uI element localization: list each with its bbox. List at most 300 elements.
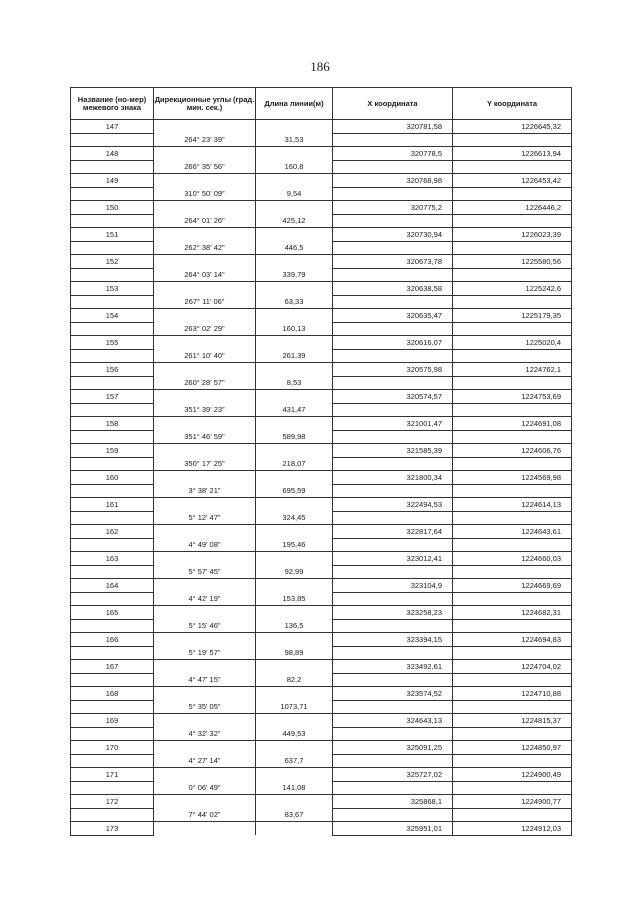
direction-angle-cell xyxy=(154,687,256,701)
mark-name-cell xyxy=(71,673,154,687)
x-coordinate-cell: 320768,98 xyxy=(333,174,453,188)
x-coordinate-cell: 325951,01 xyxy=(333,822,453,836)
mark-name-cell: 167 xyxy=(71,660,154,674)
table-row xyxy=(71,336,572,350)
header-direction-angle: Дирекционные углы (град. мин. сек.) xyxy=(154,88,256,120)
table-row xyxy=(71,147,572,161)
x-coordinate-cell xyxy=(333,646,453,660)
line-length-cell: 1073,71 xyxy=(256,700,333,714)
direction-angle-cell xyxy=(154,579,256,593)
direction-angle-cell: 5° 19' 57" xyxy=(154,646,256,660)
x-coordinate-cell: 321800,34 xyxy=(333,471,453,485)
table-row xyxy=(71,700,572,714)
line-length-cell xyxy=(256,795,333,809)
x-coordinate-cell: 323574,52 xyxy=(333,687,453,701)
line-length-cell: 160,13 xyxy=(256,322,333,336)
y-coordinate-cell: 1224643,61 xyxy=(453,525,572,539)
line-length-cell xyxy=(256,741,333,755)
direction-angle-cell xyxy=(154,552,256,566)
direction-angle-cell xyxy=(154,714,256,728)
line-length-cell: 31,53 xyxy=(256,133,333,147)
line-length-cell: 92,99 xyxy=(256,565,333,579)
table-row xyxy=(71,457,572,471)
table-row xyxy=(71,201,572,215)
table-row xyxy=(71,660,572,674)
mark-name-cell xyxy=(71,241,154,255)
mark-name-cell: 161 xyxy=(71,498,154,512)
mark-name-cell: 153 xyxy=(71,282,154,296)
x-coordinate-cell: 321585,39 xyxy=(333,444,453,458)
x-coordinate-cell xyxy=(333,781,453,795)
direction-angle-cell xyxy=(154,255,256,269)
x-coordinate-cell: 320673,78 xyxy=(333,255,453,269)
x-coordinate-cell: 325868,1 xyxy=(333,795,453,809)
mark-name-cell: 164 xyxy=(71,579,154,593)
mark-name-cell: 170 xyxy=(71,741,154,755)
x-coordinate-cell: 320781,58 xyxy=(333,120,453,134)
mark-name-cell: 156 xyxy=(71,363,154,377)
table-row xyxy=(71,822,572,836)
table-row xyxy=(71,795,572,809)
x-coordinate-cell: 321001,47 xyxy=(333,417,453,431)
x-coordinate-cell xyxy=(333,430,453,444)
mark-name-cell xyxy=(71,322,154,336)
mark-name-cell xyxy=(71,268,154,282)
table-row xyxy=(71,646,572,660)
line-length-cell xyxy=(256,120,333,134)
y-coordinate-cell xyxy=(453,565,572,579)
x-coordinate-cell xyxy=(333,241,453,255)
y-coordinate-cell: 1224900,49 xyxy=(453,768,572,782)
direction-angle-cell xyxy=(154,471,256,485)
y-coordinate-cell xyxy=(453,511,572,525)
direction-angle-cell: 5° 12' 47" xyxy=(154,511,256,525)
direction-angle-cell xyxy=(154,201,256,215)
direction-angle-cell: 5° 35' 05" xyxy=(154,700,256,714)
x-coordinate-cell xyxy=(333,376,453,390)
y-coordinate-cell: 1224614,13 xyxy=(453,498,572,512)
y-coordinate-cell: 1224569,98 xyxy=(453,471,572,485)
y-coordinate-cell xyxy=(453,160,572,174)
mark-name-cell xyxy=(71,214,154,228)
mark-name-cell xyxy=(71,565,154,579)
direction-angle-cell: 260° 28' 57" xyxy=(154,376,256,390)
y-coordinate-cell xyxy=(453,214,572,228)
line-length-cell xyxy=(256,687,333,701)
mark-name-cell xyxy=(71,133,154,147)
y-coordinate-cell: 1224900,77 xyxy=(453,795,572,809)
y-coordinate-cell xyxy=(453,241,572,255)
direction-angle-cell xyxy=(154,282,256,296)
y-coordinate-cell xyxy=(453,376,572,390)
direction-angle-cell: 4° 42' 19" xyxy=(154,592,256,606)
line-length-cell: 446,5 xyxy=(256,241,333,255)
x-coordinate-cell: 320730,94 xyxy=(333,228,453,242)
x-coordinate-cell: 320635,47 xyxy=(333,309,453,323)
mark-name-cell: 155 xyxy=(71,336,154,350)
table-row xyxy=(71,309,572,323)
x-coordinate-cell: 323492,61 xyxy=(333,660,453,674)
x-coordinate-cell: 325727,02 xyxy=(333,768,453,782)
line-length-cell: 82,2 xyxy=(256,673,333,687)
y-coordinate-cell xyxy=(453,808,572,822)
table-row xyxy=(71,376,572,390)
x-coordinate-cell: 320638,58 xyxy=(333,282,453,296)
y-coordinate-cell: 1225242,6 xyxy=(453,282,572,296)
mark-name-cell: 152 xyxy=(71,255,154,269)
mark-name-cell xyxy=(71,808,154,822)
table-row xyxy=(71,741,572,755)
mark-name-cell: 171 xyxy=(71,768,154,782)
table-row xyxy=(71,363,572,377)
line-length-cell xyxy=(256,471,333,485)
mark-name-cell: 157 xyxy=(71,390,154,404)
y-coordinate-cell xyxy=(453,349,572,363)
y-coordinate-cell xyxy=(453,754,572,768)
direction-angle-cell: 4° 27' 14" xyxy=(154,754,256,768)
x-coordinate-cell xyxy=(333,592,453,606)
y-coordinate-cell: 1226446,2 xyxy=(453,201,572,215)
table-row xyxy=(71,471,572,485)
table-row xyxy=(71,295,572,309)
mark-name-cell: 166 xyxy=(71,633,154,647)
line-length-cell xyxy=(256,606,333,620)
direction-angle-cell: 4° 32' 32" xyxy=(154,727,256,741)
direction-angle-cell: 3° 38' 21" xyxy=(154,484,256,498)
direction-angle-cell xyxy=(154,660,256,674)
x-coordinate-cell: 322817,64 xyxy=(333,525,453,539)
table-row xyxy=(71,268,572,282)
table-row xyxy=(71,241,572,255)
table-row xyxy=(71,606,572,620)
line-length-cell: 153,85 xyxy=(256,592,333,606)
x-coordinate-cell xyxy=(333,538,453,552)
y-coordinate-cell xyxy=(453,700,572,714)
line-length-cell xyxy=(256,525,333,539)
mark-name-cell xyxy=(71,646,154,660)
x-coordinate-cell xyxy=(333,808,453,822)
y-coordinate-cell: 1225179,35 xyxy=(453,309,572,323)
y-coordinate-cell: 1224762,1 xyxy=(453,363,572,377)
y-coordinate-cell: 1224815,37 xyxy=(453,714,572,728)
line-length-cell xyxy=(256,147,333,161)
table-row xyxy=(71,430,572,444)
line-length-cell xyxy=(256,498,333,512)
x-coordinate-cell xyxy=(333,187,453,201)
table-row xyxy=(71,282,572,296)
mark-name-cell: 149 xyxy=(71,174,154,188)
x-coordinate-cell: 323104,9 xyxy=(333,579,453,593)
x-coordinate-cell: 320775,2 xyxy=(333,201,453,215)
table-row xyxy=(71,579,572,593)
x-coordinate-cell xyxy=(333,673,453,687)
direction-angle-cell: 266° 35' 56" xyxy=(154,160,256,174)
direction-angle-cell: 310° 50' 09" xyxy=(154,187,256,201)
line-length-cell xyxy=(256,282,333,296)
direction-angle-cell: 7° 44' 02" xyxy=(154,808,256,822)
line-length-cell: 449,53 xyxy=(256,727,333,741)
y-coordinate-cell: 1224710,88 xyxy=(453,687,572,701)
direction-angle-cell xyxy=(154,444,256,458)
table-row xyxy=(71,349,572,363)
direction-angle-cell xyxy=(154,768,256,782)
table-row xyxy=(71,187,572,201)
x-coordinate-cell xyxy=(333,133,453,147)
y-coordinate-cell xyxy=(453,592,572,606)
header-y-coordinate: Y координата xyxy=(453,88,572,120)
x-coordinate-cell xyxy=(333,268,453,282)
mark-name-cell xyxy=(71,484,154,498)
line-length-cell: 141,08 xyxy=(256,781,333,795)
y-coordinate-cell xyxy=(453,727,572,741)
x-coordinate-cell: 320616,07 xyxy=(333,336,453,350)
header-line-length: Длина линии(м) xyxy=(256,88,333,120)
y-coordinate-cell: 1224606,76 xyxy=(453,444,572,458)
direction-angle-cell: 264° 01' 26" xyxy=(154,214,256,228)
line-length-cell: 695,59 xyxy=(256,484,333,498)
direction-angle-cell xyxy=(154,633,256,647)
direction-angle-cell: 262° 38' 42" xyxy=(154,241,256,255)
x-coordinate-cell xyxy=(333,511,453,525)
table-row xyxy=(71,714,572,728)
mark-name-cell: 172 xyxy=(71,795,154,809)
line-length-cell xyxy=(256,768,333,782)
mark-name-cell: 165 xyxy=(71,606,154,620)
line-length-cell xyxy=(256,660,333,674)
y-coordinate-cell: 1226453,42 xyxy=(453,174,572,188)
mark-name-cell: 169 xyxy=(71,714,154,728)
x-coordinate-cell xyxy=(333,565,453,579)
mark-name-cell xyxy=(71,700,154,714)
x-coordinate-cell xyxy=(333,403,453,417)
x-coordinate-cell xyxy=(333,727,453,741)
mark-name-cell: 163 xyxy=(71,552,154,566)
table-row xyxy=(71,444,572,458)
table-row xyxy=(71,255,572,269)
mark-name-cell xyxy=(71,295,154,309)
page-number: 186 xyxy=(310,59,330,74)
y-coordinate-cell xyxy=(453,322,572,336)
y-coordinate-cell xyxy=(453,538,572,552)
y-coordinate-cell xyxy=(453,457,572,471)
mark-name-cell xyxy=(71,619,154,633)
direction-angle-cell xyxy=(154,417,256,431)
y-coordinate-cell: 1224682,31 xyxy=(453,606,572,620)
mark-name-cell: 158 xyxy=(71,417,154,431)
line-length-cell xyxy=(256,309,333,323)
mark-name-cell: 168 xyxy=(71,687,154,701)
line-length-cell: 9,54 xyxy=(256,187,333,201)
mark-name-cell xyxy=(71,511,154,525)
line-length-cell xyxy=(256,363,333,377)
line-length-cell: 83,67 xyxy=(256,808,333,822)
y-coordinate-cell: 1224850,97 xyxy=(453,741,572,755)
y-coordinate-cell xyxy=(453,187,572,201)
direction-angle-cell: 350° 17' 25" xyxy=(154,457,256,471)
mark-name-cell: 159 xyxy=(71,444,154,458)
table-row xyxy=(71,565,572,579)
x-coordinate-cell: 320575,98 xyxy=(333,363,453,377)
direction-angle-cell xyxy=(154,390,256,404)
mark-name-cell xyxy=(71,160,154,174)
y-coordinate-cell: 1224691,08 xyxy=(453,417,572,431)
line-length-cell xyxy=(256,201,333,215)
mark-name-cell xyxy=(71,376,154,390)
x-coordinate-cell: 320778,5 xyxy=(333,147,453,161)
table-row xyxy=(71,228,572,242)
y-coordinate-cell: 1224694,83 xyxy=(453,633,572,647)
line-length-cell xyxy=(256,822,333,836)
line-length-cell: 160,8 xyxy=(256,160,333,174)
line-length-cell: 136,5 xyxy=(256,619,333,633)
table-row xyxy=(71,133,572,147)
y-coordinate-cell: 1224704,02 xyxy=(453,660,572,674)
y-coordinate-cell: 1224912,03 xyxy=(453,822,572,836)
direction-angle-cell: 263° 02' 29" xyxy=(154,322,256,336)
x-coordinate-cell: 323258,23 xyxy=(333,606,453,620)
direction-angle-cell xyxy=(154,741,256,755)
direction-angle-cell xyxy=(154,147,256,161)
mark-name-cell: 147 xyxy=(71,120,154,134)
x-coordinate-cell: 320574,57 xyxy=(333,390,453,404)
table-row xyxy=(71,552,572,566)
line-length-cell: 324,45 xyxy=(256,511,333,525)
table-header-row xyxy=(71,88,572,120)
table-row xyxy=(71,403,572,417)
table-row xyxy=(71,768,572,782)
table-row xyxy=(71,808,572,822)
table-row xyxy=(71,754,572,768)
mark-name-cell: 173 xyxy=(71,822,154,836)
x-coordinate-cell xyxy=(333,295,453,309)
x-coordinate-cell xyxy=(333,700,453,714)
direction-angle-cell: 351° 39' 23" xyxy=(154,403,256,417)
mark-name-cell: 148 xyxy=(71,147,154,161)
line-length-cell: 261,39 xyxy=(256,349,333,363)
mark-name-cell: 151 xyxy=(71,228,154,242)
line-length-cell: 98,89 xyxy=(256,646,333,660)
x-coordinate-cell xyxy=(333,214,453,228)
y-coordinate-cell: 1224669,69 xyxy=(453,579,572,593)
table-row xyxy=(71,390,572,404)
x-coordinate-cell xyxy=(333,322,453,336)
line-length-cell xyxy=(256,390,333,404)
line-length-cell: 637,7 xyxy=(256,754,333,768)
mark-name-cell: 162 xyxy=(71,525,154,539)
direction-angle-cell: 5° 57' 45" xyxy=(154,565,256,579)
y-coordinate-cell xyxy=(453,430,572,444)
direction-angle-cell: 267° 11' 06" xyxy=(154,295,256,309)
y-coordinate-cell: 1224660,03 xyxy=(453,552,572,566)
line-length-cell: 218,07 xyxy=(256,457,333,471)
table-row xyxy=(71,673,572,687)
table-row xyxy=(71,538,572,552)
line-length-cell xyxy=(256,579,333,593)
header-mark-name: Название (но-мер) межевого знака xyxy=(71,88,154,120)
direction-angle-cell: 5° 15' 46" xyxy=(154,619,256,633)
direction-angle-cell xyxy=(154,174,256,188)
table-row xyxy=(71,160,572,174)
mark-name-cell xyxy=(71,538,154,552)
x-coordinate-cell xyxy=(333,457,453,471)
line-length-cell: 425,12 xyxy=(256,214,333,228)
mark-name-cell: 154 xyxy=(71,309,154,323)
table-row xyxy=(71,781,572,795)
x-coordinate-cell xyxy=(333,349,453,363)
y-coordinate-cell xyxy=(453,133,572,147)
direction-angle-cell: 4° 49' 08" xyxy=(154,538,256,552)
mark-name-cell: 160 xyxy=(71,471,154,485)
mark-name-cell xyxy=(71,349,154,363)
table-row xyxy=(71,592,572,606)
direction-angle-cell xyxy=(154,336,256,350)
x-coordinate-cell: 325091,25 xyxy=(333,741,453,755)
x-coordinate-cell: 323012,41 xyxy=(333,552,453,566)
table-row xyxy=(71,687,572,701)
x-coordinate-cell: 322494,53 xyxy=(333,498,453,512)
mark-name-cell: 150 xyxy=(71,201,154,215)
x-coordinate-cell xyxy=(333,160,453,174)
x-coordinate-cell xyxy=(333,619,453,633)
line-length-cell: 195,46 xyxy=(256,538,333,552)
line-length-cell: 339,79 xyxy=(256,268,333,282)
direction-angle-cell xyxy=(154,498,256,512)
y-coordinate-cell xyxy=(453,646,572,660)
line-length-cell xyxy=(256,714,333,728)
mark-name-cell xyxy=(71,592,154,606)
mark-name-cell xyxy=(71,187,154,201)
y-coordinate-cell xyxy=(453,268,572,282)
x-coordinate-cell: 324643,13 xyxy=(333,714,453,728)
line-length-cell xyxy=(256,174,333,188)
y-coordinate-cell: 1226645,32 xyxy=(453,120,572,134)
y-coordinate-cell xyxy=(453,673,572,687)
line-length-cell: 8,53 xyxy=(256,376,333,390)
direction-angle-cell xyxy=(154,309,256,323)
x-coordinate-cell xyxy=(333,754,453,768)
x-coordinate-cell xyxy=(333,484,453,498)
table-row xyxy=(71,498,572,512)
boundary-marks-table xyxy=(70,87,572,836)
direction-angle-cell xyxy=(154,525,256,539)
direction-angle-cell xyxy=(154,606,256,620)
table-row xyxy=(71,214,572,228)
table-row xyxy=(71,174,572,188)
mark-name-cell xyxy=(71,781,154,795)
y-coordinate-cell: 1226023,39 xyxy=(453,228,572,242)
line-length-cell xyxy=(256,228,333,242)
direction-angle-cell: 261° 10' 40" xyxy=(154,349,256,363)
mark-name-cell xyxy=(71,727,154,741)
table-row xyxy=(71,619,572,633)
table-row xyxy=(71,525,572,539)
line-length-cell: 589,98 xyxy=(256,430,333,444)
table-row xyxy=(71,484,572,498)
table-row xyxy=(71,322,572,336)
table-row xyxy=(71,511,572,525)
mark-name-cell xyxy=(71,754,154,768)
line-length-cell xyxy=(256,255,333,269)
line-length-cell: 431,47 xyxy=(256,403,333,417)
line-length-cell xyxy=(256,633,333,647)
y-coordinate-cell xyxy=(453,403,572,417)
direction-angle-cell xyxy=(154,822,256,836)
direction-angle-cell: 351° 46' 59" xyxy=(154,430,256,444)
header-x-coordinate: X координата xyxy=(333,88,453,120)
table-row xyxy=(71,727,572,741)
y-coordinate-cell xyxy=(453,619,572,633)
line-length-cell xyxy=(256,336,333,350)
